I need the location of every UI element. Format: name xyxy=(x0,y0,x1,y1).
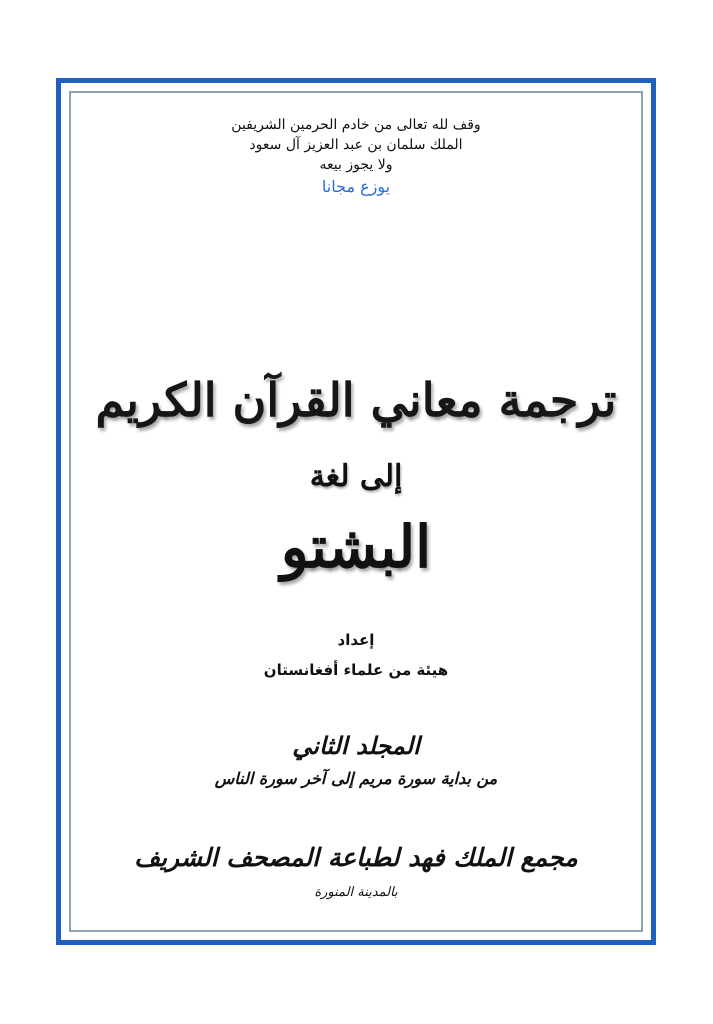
waqf-line-3: ولا يجوز بيعه xyxy=(319,157,393,173)
volume-range: من بداية سورة مريم إلى آخر سورة الناس xyxy=(214,769,498,788)
to-language-label: إلى لغة xyxy=(309,459,403,494)
waqf-notice xyxy=(71,115,641,197)
preparer-name: هيئة من علماء أفغانستان xyxy=(263,661,449,679)
page-border xyxy=(56,78,656,945)
publisher-name: مجمع الملك فهد لطباعة المصحف الشريف xyxy=(134,843,578,872)
book-title: ترجمة معاني القرآن الكريم xyxy=(95,373,617,427)
preparation-label: إعداد xyxy=(337,631,375,649)
volume-name: المجلد الثاني xyxy=(292,731,420,760)
free-distribution-label: يوزع مجانا xyxy=(321,177,391,196)
publisher-city: بالمدينة المنورة xyxy=(314,885,398,900)
language-name: البشتو xyxy=(280,513,432,581)
inner-border xyxy=(69,91,643,932)
waqf-line-1: وقف لله تعالى من خادم الحرمين الشريفين xyxy=(231,117,481,133)
waqf-line-2: الملك سلمان بن عبد العزيز آل سعود xyxy=(249,137,463,153)
